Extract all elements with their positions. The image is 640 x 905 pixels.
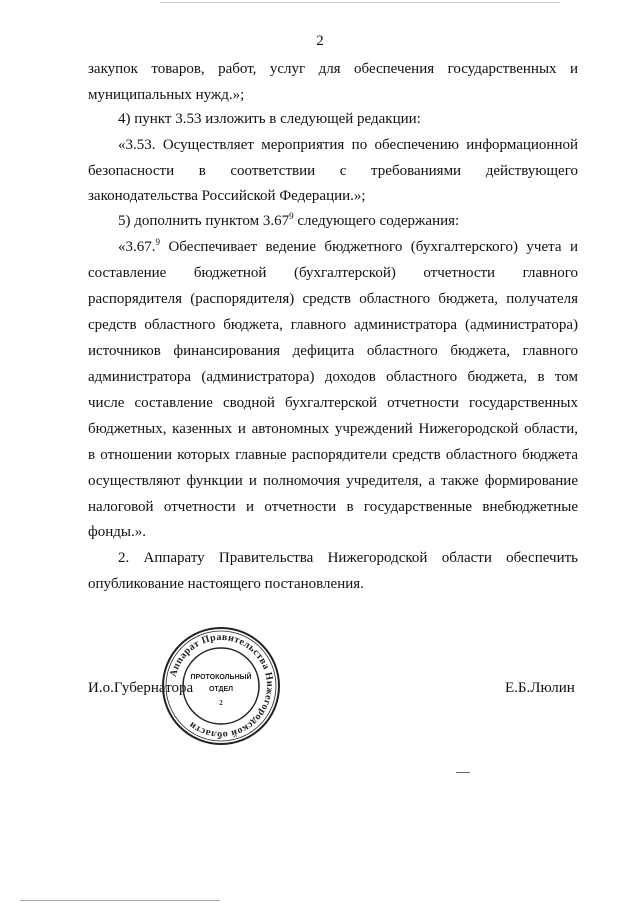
- seal-ring-text: Аппарат Правительства Нижегородской области: [167, 631, 276, 741]
- text-line: источников финансирования дефицита областного бюджета, главного: [88, 343, 578, 359]
- text-line: муниципальных нужд.»;: [88, 87, 245, 103]
- text-line: распорядителя (распорядителя) средств областного бюджета, получателя: [88, 291, 578, 307]
- scan-speck: [456, 772, 470, 773]
- text-line: безопасности в соответствии с требованиями действующего: [88, 163, 578, 179]
- text-line: «3.67.$^9$ Обеспечивает ведение бюджетного (бухгалтерского) учета и: [118, 237, 578, 255]
- official-seal: [160, 625, 282, 747]
- text-line: 2. Аппарату Правительства Нижегородской области обеспечить: [118, 550, 578, 566]
- superscript: 9: [155, 237, 160, 247]
- text-line: администратора (администратора) доходов областного бюджета, в том: [88, 369, 578, 385]
- text-line: в отношении которых главные распорядители средств областного бюджета: [88, 447, 578, 463]
- signature-title: И.о.Губернатора: [88, 680, 194, 696]
- seal-line-1: ПРОТОКОЛЬНЫЙ: [190, 674, 252, 681]
- text-line: числе составление сводной бухгалтерской отчетности государственных: [88, 395, 578, 411]
- seal-line-3: 2: [219, 699, 223, 707]
- text-line: опубликование настоящего постановления.: [88, 576, 364, 592]
- signature-name: Е.Б.Люлин: [505, 680, 575, 696]
- text-line: «3.53. Осуществляет мероприятия по обеспечению информационной: [118, 137, 578, 153]
- seal-line-2: ОТДЕЛ: [208, 686, 234, 693]
- text-line: налоговой отчетности и отчетности в государственные внебюджетные: [88, 499, 578, 515]
- superscript: 9: [289, 211, 294, 221]
- text-line: средств областного бюджета, главного администратора (администратора): [88, 317, 578, 333]
- text-line: 5) дополнить пунктом 3.67$^9$ следующего содержания:: [118, 211, 460, 229]
- scan-edge-line: [20, 900, 220, 901]
- text-line: фонды.».: [88, 524, 146, 540]
- text-line: закупок товаров, работ, услуг для обеспечения государственных и: [88, 61, 578, 77]
- text-line: законодательства Российской Федерации.»;: [88, 188, 366, 204]
- text-line: составление бюджетной (бухгалтерской) отчетности главного: [88, 265, 578, 281]
- text-line: осуществляют функции и полномочия учредителя, а также формирование: [88, 473, 578, 489]
- page-number: 2: [316, 33, 324, 49]
- scan-edge-line: [160, 2, 560, 3]
- text-line: бюджетных, казенных и автономных учреждений Нижегородской области,: [88, 421, 578, 437]
- text-line: 4) пункт 3.53 изложить в следующей редакции:: [118, 111, 421, 127]
